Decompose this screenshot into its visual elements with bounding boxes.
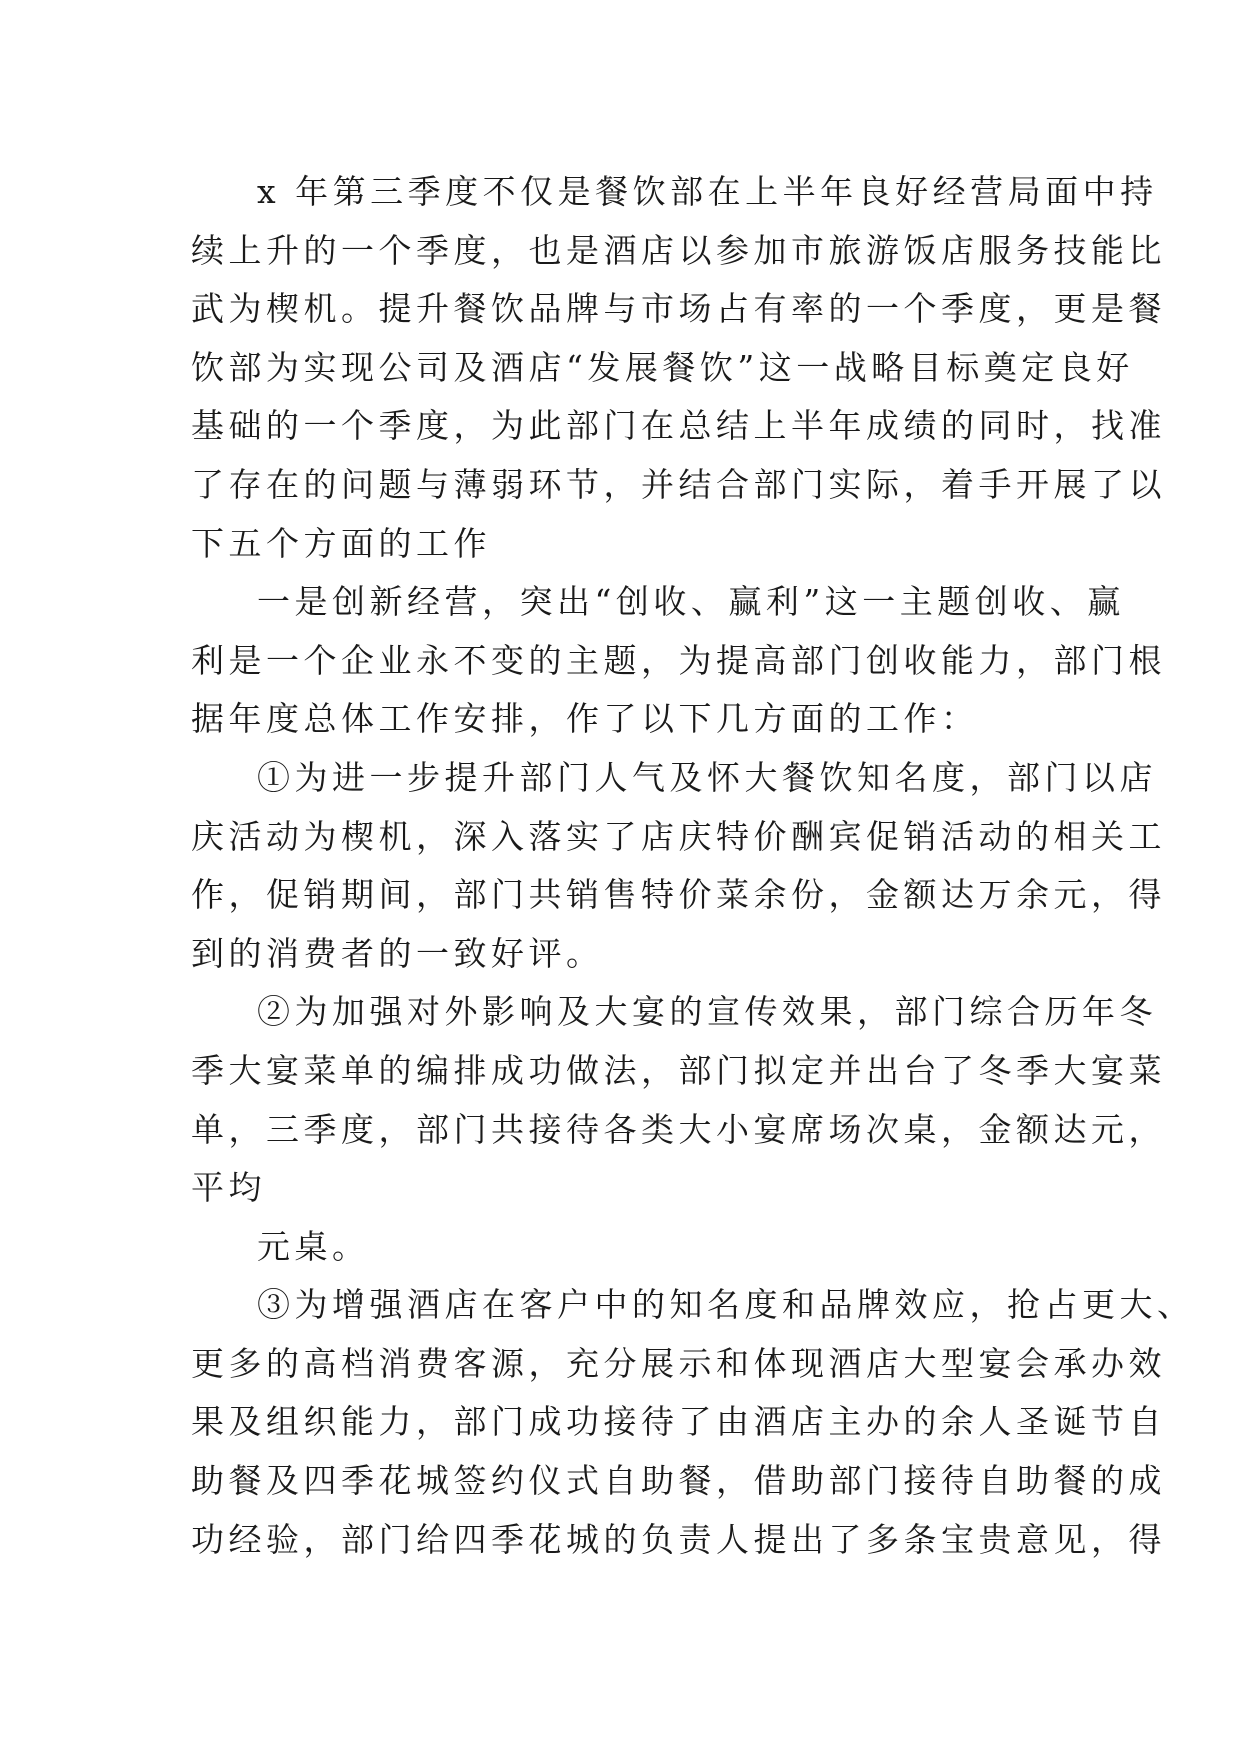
- text-line: 助餐及四季花城签约仪式自助餐，借助部门接待自助餐的成: [191, 1461, 1166, 1501]
- text-line: 了存在的问题与薄弱环节，并结合部门实际，着手开展了以: [191, 464, 1166, 504]
- text-line: x 年第三季度不仅是餐饮部在上半年良好经营局面中持: [257, 172, 1158, 211]
- text-line: 一是创新经营，突出“创收、赢利”这一主题创收、赢: [257, 582, 1125, 622]
- text-line: 季大宴菜单的编排成功做法，部门拟定并出台了冬季大宴菜: [191, 1050, 1166, 1090]
- text-line: 基础的一个季度，为此部门在总结上半年成绩的同时，找准: [191, 406, 1166, 446]
- document-body: [191, 163, 1195, 1569]
- text-line: 武为楔机。提升餐饮品牌与市场占有率的一个季度，更是餐: [191, 289, 1166, 329]
- text-line: 续上升的一个季度，也是酒店以参加市旅游饭店服务技能比: [191, 230, 1166, 270]
- text-line: 饮部为实现公司及酒店“发展餐饮”这一战略目标奠定良好: [191, 347, 1134, 387]
- text-line: 到的消费者的一致好评。: [191, 933, 604, 973]
- text-line: 果及组织能力，部门成功接待了由酒店主办的余人圣诞节自: [191, 1402, 1166, 1442]
- text-line: 下五个方面的工作: [191, 523, 491, 563]
- text-line: ③为增强酒店在客户中的知名度和品牌效应，抢占更大、: [257, 1285, 1195, 1325]
- text-line: 元桌。: [257, 1226, 370, 1266]
- text-line: ②为加强对外影响及大宴的宣传效果，部门综合历年冬: [257, 992, 1157, 1032]
- text-line: 功经验，部门给四季花城的负责人提出了多条宝贵意见，得: [191, 1519, 1166, 1559]
- text-line: 据年度总体工作安排，作了以下几方面的工作：: [191, 699, 979, 739]
- text-line: ①为进一步提升部门人气及怀大餐饮知名度，部门以店: [257, 757, 1157, 797]
- text-line: 更多的高档消费客源，充分展示和体现酒店大型宴会承办效: [191, 1343, 1166, 1383]
- text-line: 利是一个企业永不变的主题，为提高部门创收能力，部门根: [191, 640, 1166, 680]
- text-line: 庆活动为楔机，深入落实了店庆特价酬宾促销活动的相关工: [191, 816, 1166, 856]
- text-line: 平均: [191, 1168, 266, 1208]
- text-line: 作，促销期间，部门共销售特价菜余份，金额达万余元，得: [191, 875, 1166, 915]
- text-line: 单，三季度，部门共接待各类大小宴席场次桌，金额达元，: [191, 1109, 1166, 1149]
